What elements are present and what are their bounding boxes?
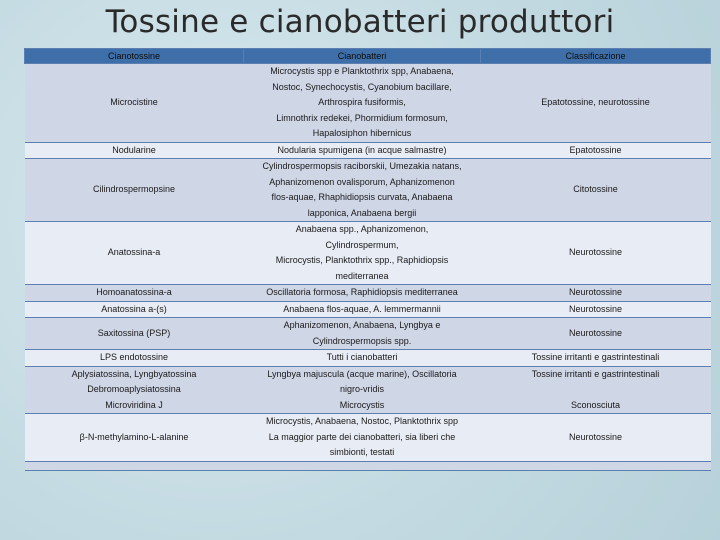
toxin-cell	[25, 301, 244, 318]
table-body	[25, 64, 711, 471]
bacteria-cell-line: Cylindrospermopsis raciborskii, Umezakia natans,	[262, 161, 462, 171]
bacteria-cell-line: Arthrospira fusiformis,	[318, 97, 406, 107]
classification-cell-line: Citotossine	[573, 184, 618, 195]
bacteria-cell-line: Nodularia spumigena (in acque salmastre)	[277, 144, 447, 155]
header-classificazione: Classificazione	[481, 49, 711, 64]
classification-cell-line: Sconosciuta	[570, 399, 621, 410]
bacteria-cell	[244, 222, 481, 285]
table-row	[25, 318, 711, 350]
toxins-table	[24, 48, 711, 471]
bacteria-cell-line: Cylindrospermopsis spp.	[312, 335, 412, 346]
toxin-cell	[25, 318, 244, 350]
bacteria-cell-line: Nostoc, Synechocystis, Cyanobium bacillare,	[272, 81, 452, 92]
classification-cell-line	[485, 382, 707, 398]
classification-cell	[481, 414, 711, 462]
toxin-cell-line: β-N-methylamino-L-alanine	[79, 431, 189, 442]
toxin-cell-line: Anatossina a-(s)	[101, 303, 167, 314]
toxin-cell	[25, 366, 244, 414]
bacteria-cell-line: Microcystis, Anabaena, Nostoc, Planktothrix spp	[265, 416, 459, 426]
toxin-cell	[25, 350, 244, 367]
bacteria-cell	[244, 301, 481, 318]
bacteria-cell-line: Hapalosiphon hibernicus	[312, 128, 412, 138]
bacteria-cell	[244, 142, 481, 159]
bacteria-cell-line: Lyngbya majuscula (acque marine), Oscillatoria	[267, 368, 457, 379]
table-header-row	[25, 49, 711, 64]
bacteria-cell-line: Aphanizomenon, Anabaena, Lyngbya e	[283, 320, 441, 330]
classification-cell-line: Epatotossine, neurotossine	[541, 97, 650, 107]
classification-cell-line: Tossine irritanti e gastrintestinali	[531, 368, 660, 379]
table-row	[25, 142, 711, 159]
bacteria-cell-line: Microcystis	[339, 399, 385, 410]
classification-cell-line: Neurotossine	[568, 431, 623, 442]
bacteria-cell-line: Aphanizomenon ovalisporum, Aphanizomenon	[269, 176, 455, 187]
bacteria-cell-line: Tutti i cianobatteri	[326, 352, 398, 362]
toxin-cell-line: Microcistine	[110, 97, 158, 107]
table-row	[25, 366, 711, 414]
bacteria-cell-line: Limnothrix redekei, Phormidium formosum,	[276, 112, 448, 123]
bacteria-cell-line: Anabaena flos-aquae, A. lemmermannii	[283, 303, 441, 314]
bacteria-cell	[244, 414, 481, 462]
table-row-empty	[25, 461, 711, 470]
bacteria-cell-line: La maggior parte dei cianobatteri, sia liberi che	[268, 431, 456, 442]
toxin-cell-line: Cilindrospermopsine	[92, 184, 176, 195]
bacteria-cell-line: Cylindrospermum,	[325, 239, 399, 250]
bacteria-cell-line: Microcystis, Planktothrix spp., Raphidiopsis	[275, 255, 449, 265]
header-cianotossine: Cianotossine	[25, 49, 244, 64]
classification-cell	[481, 366, 711, 414]
table-row	[25, 222, 711, 285]
bacteria-cell	[244, 318, 481, 350]
toxin-cell	[25, 414, 244, 462]
classification-cell-line: Neurotossine	[568, 287, 623, 297]
bacteria-cell-line: Microcystis spp e Planktothrix spp, Anabaena,	[270, 66, 454, 76]
empty-cell	[244, 461, 481, 470]
toxin-cell-line: LPS endotossine	[99, 352, 169, 362]
table-row	[25, 159, 711, 222]
empty-cell	[481, 461, 711, 470]
bacteria-cell-line: mediterranea	[335, 270, 389, 281]
bacteria-cell	[244, 366, 481, 414]
bacteria-cell-line: nigro-vridis	[339, 384, 384, 394]
classification-cell	[481, 159, 711, 222]
classification-cell	[481, 64, 711, 143]
bacteria-cell-line: flos-aquae, Rhaphidiopsis curvata, Anabaena	[271, 192, 453, 202]
classification-cell	[481, 318, 711, 350]
bacteria-cell	[244, 350, 481, 367]
classification-cell-line: Neurotossine	[568, 247, 623, 258]
toxin-cell-line: Saxitossina (PSP)	[97, 327, 171, 338]
table-row	[25, 285, 711, 302]
page-title: Tossine e cianobatteri produttori	[105, 4, 615, 40]
toxin-cell	[25, 222, 244, 285]
classification-cell	[481, 285, 711, 302]
classification-cell	[481, 301, 711, 318]
classification-cell-line: Epatotossine	[569, 144, 622, 155]
toxin-cell	[25, 285, 244, 302]
bacteria-cell	[244, 64, 481, 143]
classification-cell	[481, 142, 711, 159]
toxin-cell-line: Debromoaplysiatossina	[87, 384, 181, 394]
toxin-cell-line: Homoanatossina-a	[96, 287, 172, 297]
classification-cell-line: Tossine irritanti e gastrintestinali	[531, 352, 660, 362]
classification-cell-line: Neurotossine	[568, 303, 623, 314]
bacteria-cell-line: Anabaena spp., Aphanizomenon,	[295, 224, 429, 234]
classification-cell	[481, 350, 711, 367]
table-row	[25, 301, 711, 318]
toxin-cell	[25, 142, 244, 159]
table-row	[25, 414, 711, 462]
toxin-cell	[25, 159, 244, 222]
classification-cell	[481, 222, 711, 285]
table-row	[25, 64, 711, 143]
toxin-cell-line: Microviridina J	[105, 399, 163, 410]
bacteria-cell-line: lapponica, Anabaena bergii	[307, 207, 417, 218]
header-cianobatteri: Cianobatteri	[244, 49, 481, 64]
bacteria-cell-line: simbionti, testati	[329, 447, 395, 457]
classification-cell-line: Neurotossine	[568, 327, 623, 338]
toxin-cell-line: Anatossina-a	[107, 247, 161, 258]
empty-cell	[25, 461, 244, 470]
toxin-cell-line: Nodularine	[112, 144, 156, 155]
bacteria-cell	[244, 159, 481, 222]
bacteria-cell	[244, 285, 481, 302]
toxin-cell	[25, 64, 244, 143]
bacteria-cell-line: Oscillatoria formosa, Raphidiopsis mediterranea	[266, 287, 458, 297]
toxin-cell-line: Aplysiatossina, Lyngbyatossina	[71, 368, 197, 379]
table-row	[25, 350, 711, 367]
